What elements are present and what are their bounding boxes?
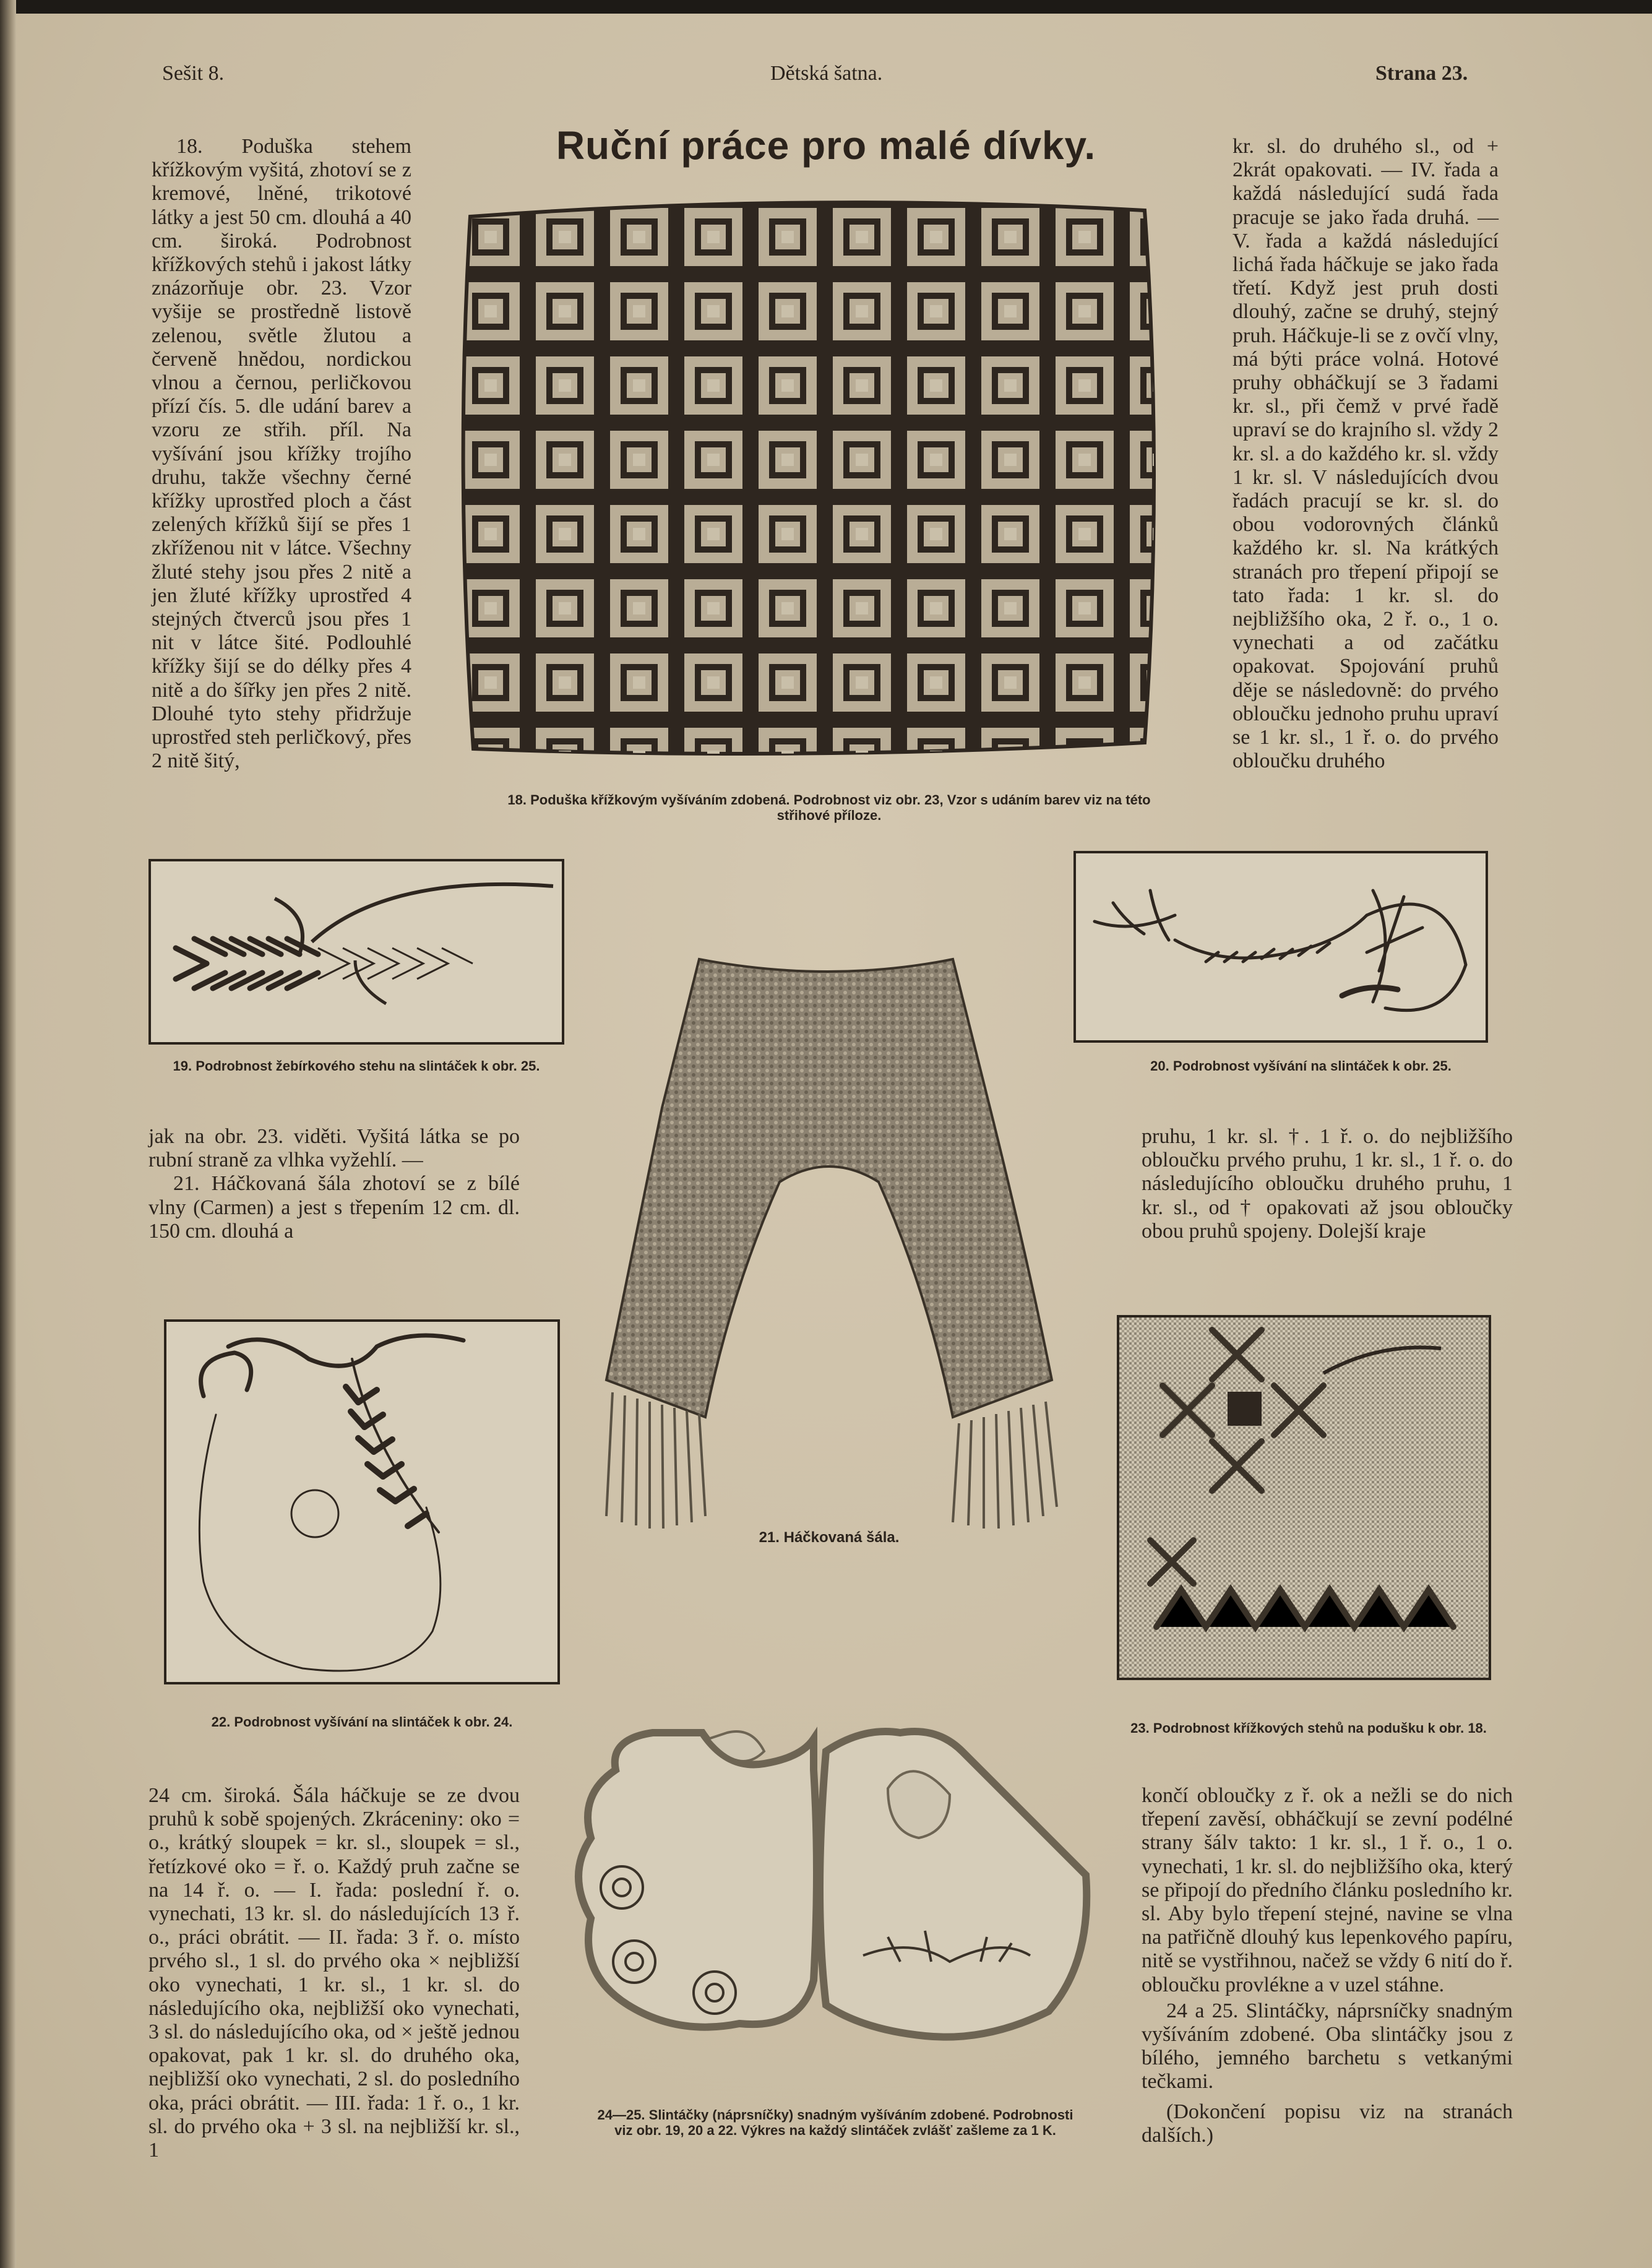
pattern-motif-center [1153, 231, 1165, 243]
pattern-motif-center [1004, 231, 1017, 243]
caption-fig19: 19. Podrobnost žebírkového stehu na slintáček k obr. 25. [173, 1058, 540, 1074]
paragraph: 24 cm. široká. Šála háčkuje se ze dvou pruhů k sobě spojených. Zkráceniny: oko = o., krátký sloupek = kr. sl., sloupek = sl., řetízkové oko = ř. o. Každý pruh začne se na 14 ř. o. — I. řada: poslední ř. o. vynechati, 13 kr. sl. do následujících 13 ř. o., práci obrátit. — II. řada: 3 ř. o. místo prvého sl., 1 sl. do prvého oka × nejbližší oko vynechati, 1 kr. sl., 1 kr. sl. do následujícího oka, nejbližší oko vynechati, 3 sl. do následujícího oka, od × ještě jednou opakovat, pak 1 kr. sl. do druhého oka, nejbližší oko vynechati, 2 sl. do posledního oka, práci obrátit. — III. řada: 1 ř. o., 1 kr. sl. do prvého oka + 3 sl. na nejbližší kr. sl., 1 [148, 1784, 520, 2162]
pattern-motif-center [633, 602, 645, 614]
pattern-motif-center [633, 379, 645, 392]
pattern-motif-center [1078, 379, 1091, 392]
stitch-detail-photo-20 [1073, 851, 1488, 1043]
pattern-motif-center [1004, 676, 1017, 689]
pattern-motif-center [1078, 528, 1091, 540]
pattern-motif-center [930, 379, 942, 392]
pattern-motif-center [633, 751, 645, 761]
pattern-motif-center [1078, 454, 1091, 466]
pattern-motif-center [856, 751, 868, 761]
pattern-motif-center [633, 305, 645, 317]
pattern-motif-center [559, 231, 571, 243]
pattern-motif-center [484, 305, 497, 317]
pattern-band [445, 266, 1169, 282]
scan-top-edge [0, 0, 1652, 14]
pattern-motif-center [633, 528, 645, 540]
paragraph: (Dokončení popisu viz na stranách dalších.) [1142, 2100, 1513, 2147]
pattern-motif [1143, 741, 1169, 761]
pattern-motif-center [484, 751, 497, 761]
paragraph: 21. Háčkovaná šála zhotoví se z bílé vlny (Carmen) a jest s třepením 12 cm. dl. 150 cm. dlouhá a [148, 1172, 520, 1243]
header-right: Strana 23. [1375, 62, 1468, 85]
pattern-motif-center [484, 676, 497, 689]
header-center: Dětská šatna. [770, 62, 883, 85]
stitch-detail-photo-22 [164, 1319, 560, 1684]
pattern-band [445, 489, 1169, 505]
pattern-motif-center [1078, 751, 1091, 761]
pattern-motif-center [781, 305, 794, 317]
pattern-motif-center [856, 676, 868, 689]
pattern-motif-center [930, 231, 942, 243]
pattern-motif-center [1153, 305, 1165, 317]
pattern-motif-center [1078, 305, 1091, 317]
paragraph: 18. Poduška stehem křížkovým vyšitá, zhotoví se z kremové, lněné, trikotové látky a jest 50 cm. dlouhá a 40 cm. široká. Podrobnost křížkových stehů i jakost látky znázorňuje obr. 23. Vzor vyšije se prostředně listově zelenou, světle žlutou a červeně hnědou, nordickou vlnou a černou, perličkovou přízí čís. 5. dle udání barev a vzoru ze střih. příl. Na vyšívání jsou křížky trojího druhu, takže všechny černé křížky uprostřed ploch a část zelených křížků šijí se přes 1 zkříženou nit v látce. Všechny žluté stehy jsou přes 2 nitě a jen žluté křížky uprostřed 4 stejných čtverců jsou přes 1 nit v látce šité. Podlouhlé křížky šijí se do délky přes 4 nitě a do šířky jen přes 2 nitě. Dlouhé tyto stehy přidržuje uprostřed steh perličkový, přes 2 nitě šitý, [152, 135, 411, 773]
pattern-motif-center [484, 379, 497, 392]
pattern-motif-center [559, 676, 571, 689]
article-col-left-mid [148, 1125, 520, 1243]
pattern-motif-center [856, 454, 868, 466]
stitch-detail-photo-19 [148, 859, 564, 1045]
caption-fig20: 20. Podrobnost vyšívání na slintáček k obr. 25. [1150, 1058, 1452, 1074]
scan-left-edge [0, 0, 16, 2268]
crochet-scarf-photo [557, 947, 1101, 1541]
pattern-motif-center [930, 305, 942, 317]
pattern-motif-center [856, 231, 868, 243]
pattern-motif-center [484, 602, 497, 614]
pillow-photo [445, 192, 1169, 761]
pattern-band [445, 637, 1169, 653]
caption-fig22: 22. Podrobnost vyšívání na slintáček k obr. 24. [211, 1714, 513, 1730]
article-col-left-bottom [148, 1784, 520, 2162]
pattern-motif-center [781, 751, 794, 761]
pattern-motif-center [930, 454, 942, 466]
pattern-motif-center [707, 751, 720, 761]
pattern-motif-center [633, 454, 645, 466]
pattern-motif-center [930, 602, 942, 614]
paragraph: končí obloučky z ř. ok a nežli se do nich třepení zavěsí, obháčkují se zevní podélné strany šálv takto: 1 kr. sl., 1 ř. o., 1 o. vynechati, 1 kr. sl. do nejbližšího oka, který se připojí do předního článku posledního kr. sl. Aby bylo třepení stejné, navine se vlna na patřičně dlouhý kus lepenkového papíru, nitě se vystřihnou, načež se vždy 6 nití do ř. obloučku provlékne a v uzel stáhne. [1142, 1784, 1513, 1996]
pattern-motif-center [781, 231, 794, 243]
pattern-band [445, 340, 1169, 356]
pattern-motif-center [559, 602, 571, 614]
pattern-motif-center [781, 676, 794, 689]
pattern-motif-center [781, 528, 794, 540]
pattern-motif-center [1153, 676, 1165, 689]
caption-fig18: 18. Poduška křížkovým vyšíváním zdobená. Podrobnost viz obr. 23, Vzor s udáním barev viz na této střihové příloze. [507, 792, 1151, 823]
pattern-motif-center [633, 231, 645, 243]
paragraph: kr. sl. do druhého sl., od + 2krát opakovati. — IV. řada a každá následující sudá řada pracuje se jako řada druhá. — V. řada a každá následující lichá řada háčkuje se jako řada třetí. Když jest pruh dosti dlouhý, začne se druhý, stejný pruh. Háčkuje-li se z ovčí vlny, má býti práce volná. Hotové pruhy obháčkují se 3 řadami kr. sl., při čemž v prvé řadě upraví se do krajního sl. vždy 2 kr. sl. a do každého kr. sl. vždy 1 kr. sl. V následujících dvou řadách pracují se kr. sl. do obou vodorovných článků každého kr. sl. Na krátkých stranách pro třepení připojí se tato řada: 1 kr. sl. do nejbližšího oka, 2 ř. o., 1 o. vynechati a od začátku opakovat. Spojování pruhů děje se následovně: do prvého obloučku jednoho pruhu upraví se 1 kr. sl., 1 ř. o. do prvého obloučku druhého [1233, 135, 1499, 773]
pattern-motif-center [707, 379, 720, 392]
pattern-band [445, 712, 1169, 728]
bibs-photo [554, 1714, 1098, 2055]
pattern-motif-center [707, 528, 720, 540]
pattern-motif-center [856, 528, 868, 540]
pattern-band [445, 563, 1169, 579]
pattern-motif-center [559, 454, 571, 466]
pattern-band [445, 192, 462, 761]
pattern-motif-center [1078, 676, 1091, 689]
pattern-motif-center [781, 602, 794, 614]
pattern-motif-center [856, 602, 868, 614]
pattern-motif-center [633, 676, 645, 689]
pattern-motif-center [559, 379, 571, 392]
article-col-right-mid [1142, 1125, 1513, 1243]
pattern-motif-center [856, 305, 868, 317]
caption-fig24-25: 24—25. Slintáčky (náprsníčky) snadným vyšíváním zdobené. Podrobnosti viz obr. 19, 20 a 22. Výkres na každý slintáček zvlášť zašleme za 1 K. [597, 2107, 1073, 2138]
pattern-motif-center [707, 676, 720, 689]
pattern-motif-center [484, 454, 497, 466]
article-col-left-top [152, 135, 411, 773]
pattern-motif [1069, 741, 1100, 761]
pattern-motif-center [930, 676, 942, 689]
pattern-motif-center [707, 231, 720, 243]
pattern-motif-center [930, 528, 942, 540]
pattern-motif-center [1004, 602, 1017, 614]
pattern-motif-center [1078, 231, 1091, 243]
pattern-motif-center [484, 231, 497, 243]
pattern-motif [995, 741, 1026, 761]
pattern-motif-center [1004, 305, 1017, 317]
caption-fig21: 21. Háčkovaná šála. [759, 1529, 900, 1546]
paragraph: 24 a 25. Slintáčky, náprsníčky snadným vyšíváním zdobené. Oba slintáčky jsou z bílého, jemného barchetu s vetkanými tečkami. [1142, 1999, 1513, 2093]
pattern-motif-center [1004, 454, 1017, 466]
article-col-right-top [1233, 135, 1499, 773]
pattern-motif-center [1153, 602, 1165, 614]
pattern-motif-center [856, 379, 868, 392]
pattern-motif-center [707, 454, 720, 466]
pattern-motif-center [781, 379, 794, 392]
cross-stitch-detail-photo-23 [1117, 1315, 1491, 1680]
pattern-motif-center [1153, 751, 1165, 761]
header-left: Sešit 8. [162, 62, 225, 85]
pattern-motif-center [707, 305, 720, 317]
pattern-motif-center [707, 602, 720, 614]
caption-fig23: 23. Podrobnost křížkových stehů na podušku k obr. 18. [1130, 1720, 1487, 1736]
paragraph: pruhu, 1 kr. sl. †. 1 ř. o. do nejbližšího obloučku prvého pruhu, 1 kr. sl., 1 ř. o. do následujícího obloučku druhého pruhu, 1 kr. sl., od † opakovati až jsou obloučky obou pruhů spojeny. Dolejší kraje [1142, 1125, 1513, 1243]
pattern-band [445, 415, 1169, 431]
pattern-motif-center [1004, 528, 1017, 540]
pattern-motif-center [484, 528, 497, 540]
pattern-motif-center [1004, 751, 1017, 761]
pattern-motif-center [1004, 379, 1017, 392]
pattern-motif-center [781, 454, 794, 466]
page-title: Ruční práce pro malé dívky. [556, 123, 1096, 168]
article-col-right-bottom [1142, 1784, 1513, 2147]
pattern-motif-center [1078, 602, 1091, 614]
paragraph: jak na obr. 23. viděti. Vyšitá látka se po rubní straně za vlhka vyžehlí. — [148, 1125, 520, 1172]
pattern-motif-center [559, 305, 571, 317]
pattern-motif-center [559, 528, 571, 540]
